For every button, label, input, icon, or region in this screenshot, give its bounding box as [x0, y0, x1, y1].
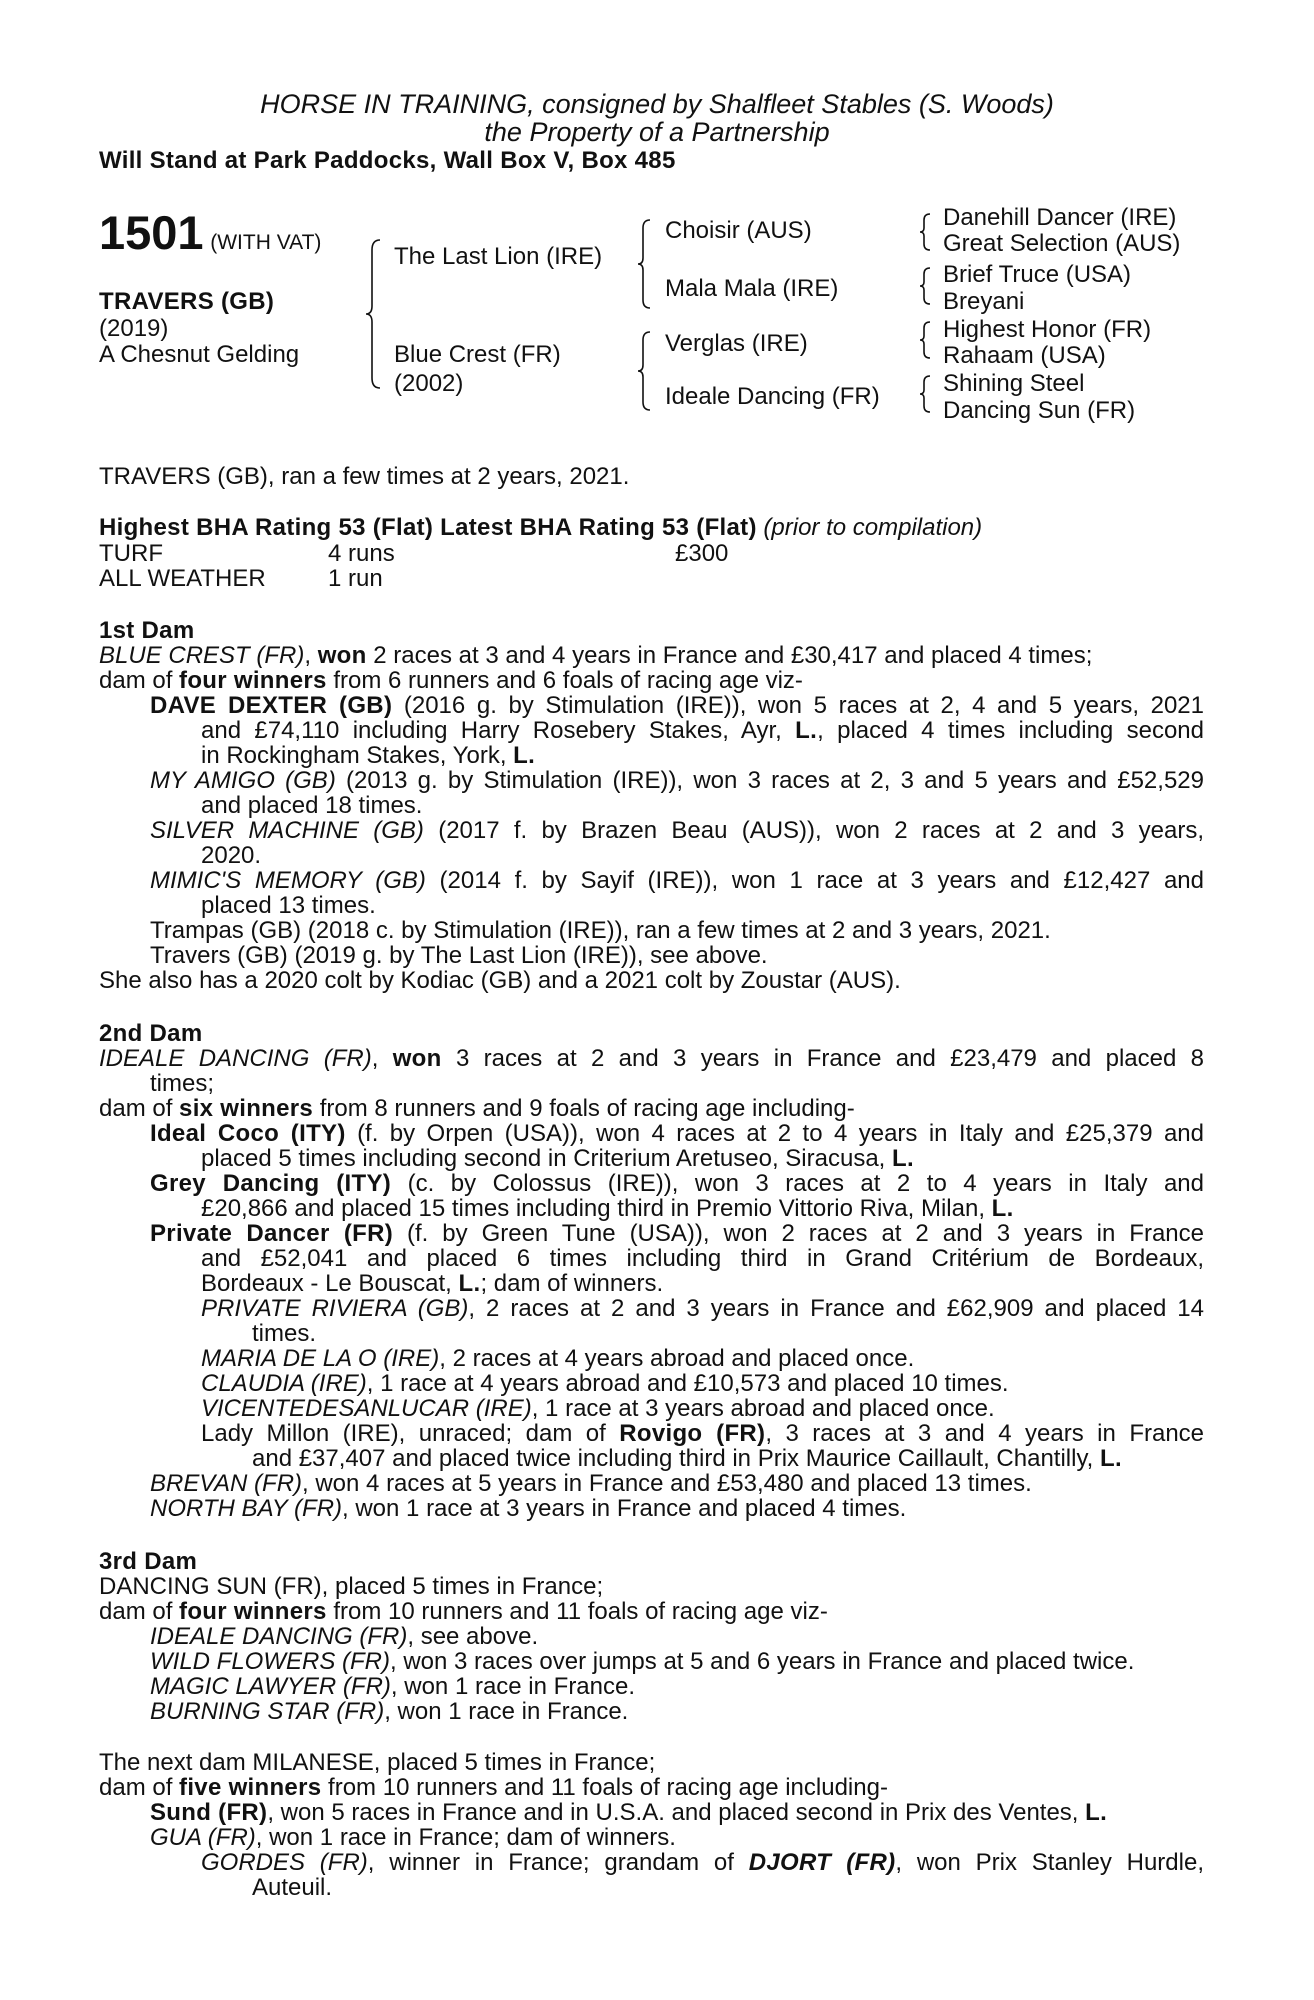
listed-marker: L. — [892, 1145, 914, 1172]
produce-record: (2014 f. by Sayif (IRE)), won 1 race at 3 years and £12,427 and — [439, 867, 1204, 894]
produce-record: placed 5 times including second in Criterium Aretuseo, Siracusa, — [201, 1145, 886, 1172]
pedigree-brace-dam — [636, 330, 652, 412]
produce-private-dancer-cont: and £52,041 and placed 6 times including third in Grand Critérium de Bordeaux, — [201, 1245, 1204, 1272]
dam-record: 2 races at 3 and 4 years in France and £30,417 and placed 4 times; — [373, 642, 1093, 669]
listed-marker: L. — [458, 1270, 481, 1297]
produce-record: and £74,110 including Harry Rosebery Stakes, Ayr, — [201, 717, 782, 744]
lot-number-line — [99, 208, 321, 258]
pedigree-dam-year: (2002) — [394, 370, 464, 397]
second-dam-line-cont: times; — [150, 1070, 215, 1097]
listed-marker: L. — [1100, 1445, 1122, 1472]
vat-note: (WITH VAT) — [210, 231, 322, 254]
dam-name: IDEALE DANCING (FR) — [99, 1045, 372, 1072]
produce-record: , won 5 races in France and in U.S.A. and placed second in Prix des Ventes, — [267, 1799, 1079, 1826]
produce-mimics-memory — [150, 868, 1204, 894]
produce-grey-dancing-cont — [201, 1196, 1014, 1222]
produce-travers: Travers (GB) (2019 g. by The Last Lion (IRE)), see above. — [150, 942, 768, 969]
produce-name: VICENTEDESANLUCAR (IRE) — [201, 1395, 532, 1422]
winners-count: four winners — [179, 667, 327, 694]
produce-name: GUA (FR) — [150, 1824, 256, 1851]
produce-record: , 1 race at 3 years abroad and placed once. — [531, 1395, 995, 1422]
produce-record: and £37,407 and placed twice including third in Prix Maurice Caillault, Chantilly, — [252, 1445, 1094, 1472]
produce-my-amigo — [150, 768, 1204, 794]
produce-private-dancer-cont2 — [201, 1271, 663, 1297]
header-property: the Property of a Partnership — [484, 117, 830, 147]
first-dam-line: BLUE CREST (FR), won 2 races at 3 and 4 years in France and £30,417 and placed 4 times; — [99, 642, 1093, 669]
produce-name: Rovigo (FR) — [619, 1420, 766, 1447]
produce-name: Sund (FR) — [150, 1799, 268, 1826]
produce-name: DJORT (FR) — [748, 1849, 896, 1876]
produce-record: , won 4 races at 5 years in France and £53,480 and placed 13 times. — [302, 1470, 1032, 1497]
listed-marker: L. — [991, 1195, 1014, 1222]
produce-private-riviera-cont: times. — [252, 1320, 317, 1347]
produce-detail: from 8 runners and 9 foals of racing age including- — [319, 1095, 855, 1122]
pedigree-g4: Breyani — [943, 288, 1025, 315]
produce-brevan — [150, 1471, 1032, 1497]
produce-detail: from 10 runners and 11 foals of racing age viz- — [333, 1598, 828, 1625]
first-dam-heading: 1st Dam — [99, 617, 195, 644]
produce-my-amigo-cont: and placed 18 times. — [201, 792, 423, 819]
next-dam-produce-line — [99, 1775, 888, 1801]
pedigree-g8: Dancing Sun (FR) — [943, 397, 1136, 424]
winners-count: four winners — [179, 1598, 327, 1625]
produce-record: , 2 races at 4 years abroad and placed once. — [439, 1345, 915, 1372]
produce-dave-dexter-cont2 — [201, 743, 535, 769]
listed-marker: L. — [795, 717, 818, 744]
produce-record: , won 1 race in France; dam of winners. — [255, 1824, 676, 1851]
produce-name: Ideal Coco (ITY) — [150, 1120, 346, 1147]
produce-dave-dexter — [150, 693, 1204, 719]
produce-name: BURNING STAR (FR) — [150, 1698, 385, 1725]
produce-private-dancer — [150, 1221, 1204, 1247]
header-location: Will Stand at Park Paddocks, Wall Box V, Box 485 — [99, 147, 676, 174]
produce-burning-star — [150, 1699, 628, 1725]
produce-detail: from 10 runners and 11 foals of racing age including- — [328, 1774, 888, 1801]
second-dam-produce-line — [99, 1096, 855, 1122]
listed-marker: L. — [1085, 1799, 1108, 1826]
turf-label: TURF — [99, 540, 163, 567]
produce-silver-machine-cont: 2020. — [201, 842, 262, 869]
produce-name: MY AMIGO (GB) — [150, 767, 336, 794]
produce-magic-lawyer — [150, 1674, 635, 1700]
produce-name: Private Dancer (FR) — [150, 1220, 394, 1247]
produce-lady-millon — [201, 1421, 1204, 1447]
pedigree-g5: Highest Honor (FR) — [943, 316, 1152, 343]
race-summary: TRAVERS (GB), ran a few times at 2 years, 2021. — [99, 463, 630, 490]
pedigree-brace-g4 — [918, 374, 932, 414]
produce-record: (2016 g. by Stimulation (IRE)), won 5 races at 2, 4 and 5 years, 2021 — [403, 692, 1204, 719]
produce-record: (c. by Colossus (IRE)), won 3 races at 2 to 4 years in Italy and — [407, 1170, 1205, 1197]
next-dam-line: The next dam MILANESE, placed 5 times in France; — [99, 1749, 656, 1776]
produce-name: MAGIC LAWYER (FR) — [150, 1673, 391, 1700]
produce-north-bay — [150, 1496, 906, 1522]
pedigree-g7: Shining Steel — [943, 370, 1085, 397]
winners-count: five winners — [179, 1774, 322, 1801]
produce-name: GORDES (FR) — [201, 1849, 368, 1876]
produce-name: Grey Dancing (ITY) — [150, 1170, 392, 1197]
pedigree-g3: Brief Truce (USA) — [943, 261, 1132, 288]
all-weather-label: ALL WEATHER — [99, 565, 266, 592]
turf-runs: 4 runs — [328, 540, 395, 567]
produce-record: , won 3 races over jumps at 5 and 6 years in France and placed twice. — [390, 1648, 1135, 1675]
bha-rating-text: Highest BHA Rating 53 (Flat) Latest BHA Rating 53 (Flat) — [99, 514, 757, 541]
produce-prefix: dam of — [99, 1095, 173, 1122]
produce-name: SILVER MACHINE (GB) — [150, 817, 424, 844]
produce-record: (2013 g. by Stimulation (IRE)), won 3 races at 2, 3 and 5 years and £52,529 — [346, 767, 1204, 794]
produce-silver-machine — [150, 818, 1204, 844]
produce-ideal-coco-cont — [201, 1146, 914, 1172]
pedigree-sire: The Last Lion (IRE) — [394, 243, 603, 270]
produce-ideal-coco — [150, 1121, 1204, 1147]
pedigree-brace-g3 — [918, 320, 932, 360]
winners-count: six winners — [179, 1095, 314, 1122]
produce-prefix: dam of — [99, 667, 173, 694]
produce-record: , see above. — [407, 1623, 539, 1650]
produce-prefix: dam of — [99, 1598, 173, 1625]
pedigree-dam-dam: Ideale Dancing (FR) — [665, 383, 880, 410]
produce-record: , winner in France; grandam of — [367, 1849, 734, 1876]
horse-name: TRAVERS (GB) — [99, 288, 275, 315]
produce-record: Lady Millon (IRE), unraced; dam of — [201, 1420, 606, 1447]
pedigree-brace-g2 — [918, 266, 932, 306]
produce-gordes — [201, 1850, 1204, 1876]
produce-vicentedesanlucar — [201, 1396, 995, 1422]
pedigree-sire-dam: Mala Mala (IRE) — [665, 275, 839, 302]
produce-record: (f. by Green Tune (USA)), won 2 races at 2 and 3 years in France — [406, 1220, 1204, 1247]
produce-name: PRIVATE RIVIERA (GB) — [201, 1295, 469, 1322]
produce-maria-de-la-o — [201, 1346, 914, 1372]
bha-rating — [99, 515, 982, 541]
produce-ideale-dancing — [150, 1624, 538, 1650]
third-dam-produce-line — [99, 1599, 828, 1625]
produce-claudia — [201, 1371, 1009, 1397]
produce-wild-flowers — [150, 1649, 1134, 1675]
produce-gua — [150, 1825, 676, 1851]
produce-trampas: Trampas (GB) (2018 c. by Stimulation (IRE)), ran a few times at 2 and 3 years, 2021. — [150, 917, 1051, 944]
first-dam-also: She also has a 2020 colt by Kodiac (GB) and a 2021 colt by Zoustar (AUS). — [99, 967, 901, 994]
produce-name: NORTH BAY (FR) — [150, 1495, 343, 1522]
bha-rating-note: (prior to compilation) — [763, 514, 983, 541]
lot-number: 1501 — [99, 206, 204, 259]
produce-record: , 2 races at 2 and 3 years in France and £62,909 and placed 14 — [468, 1295, 1204, 1322]
produce-record: in Rockingham Stakes, York, — [201, 742, 507, 769]
won-label: won — [317, 642, 367, 669]
produce-record: , won 1 race in France. — [390, 1673, 636, 1700]
third-dam-heading: 3rd Dam — [99, 1548, 198, 1575]
horse-year: (2019) — [99, 315, 169, 342]
pedigree-brace-g1 — [918, 212, 932, 252]
produce-private-riviera — [201, 1296, 1204, 1322]
produce-sund — [150, 1800, 1107, 1826]
pedigree-dam-sire: Verglas (IRE) — [665, 330, 808, 357]
produce-record: , won 1 race at 3 years in France and placed 4 times. — [342, 1495, 907, 1522]
produce-record: , placed 4 times including second — [817, 717, 1205, 744]
produce-prefix: dam of — [99, 1774, 173, 1801]
horse-description: A Chesnut Gelding — [99, 341, 300, 368]
dam-record: 3 races at 2 and 3 years in France and £23,479 and placed 8 — [455, 1045, 1205, 1072]
third-dam-line: DANCING SUN (FR), placed 5 times in France; — [99, 1573, 604, 1600]
listed-marker: L. — [513, 742, 536, 769]
produce-record: , 1 race at 4 years abroad and £10,573 and placed 10 times. — [366, 1370, 1009, 1397]
pedigree-g1: Danehill Dancer (IRE) — [943, 204, 1177, 231]
pedigree-sire-sire: Choisir (AUS) — [665, 217, 812, 244]
pedigree-dam: Blue Crest (FR) — [394, 341, 561, 368]
produce-name: DAVE DEXTER (GB) — [150, 692, 393, 719]
produce-name: IDEALE DANCING (FR) — [150, 1623, 408, 1650]
pedigree-brace-sire — [636, 218, 652, 310]
pedigree-brace-main — [364, 238, 382, 390]
produce-record: , won Prix Stanley Hurdle, — [895, 1849, 1204, 1876]
produce-grey-dancing — [150, 1171, 1204, 1197]
produce-record: £20,866 and placed 15 times including third in Premio Vittorio Riva, Milan, — [201, 1195, 985, 1222]
produce-mimics-memory-cont: placed 13 times. — [201, 892, 376, 919]
all-weather-runs: 1 run — [328, 565, 383, 592]
pedigree-g6: Rahaam (USA) — [943, 342, 1106, 369]
produce-name: BREVAN (FR) — [150, 1470, 303, 1497]
turf-prize: £300 — [675, 540, 729, 567]
produce-record: (f. by Orpen (USA)), won 4 races at 2 to 4 years in Italy and £25,379 and — [357, 1120, 1205, 1147]
won-label: won — [392, 1045, 442, 1072]
produce-name: MIMIC'S MEMORY (GB) — [150, 867, 426, 894]
produce-name: CLAUDIA (IRE) — [201, 1370, 367, 1397]
dam-name: BLUE CREST (FR) — [99, 642, 305, 669]
produce-record: , 3 races at 3 and 4 years in France — [765, 1420, 1205, 1447]
second-dam-heading: 2nd Dam — [99, 1020, 203, 1047]
produce-record: , won 1 race in France. — [384, 1698, 629, 1725]
header-consignor: HORSE IN TRAINING, consigned by Shalfleet Stables (S. Woods) — [260, 89, 1054, 119]
produce-dave-dexter-cont — [201, 718, 1204, 744]
produce-record: Bordeaux - Le Bouscat, — [201, 1270, 452, 1297]
produce-detail: from 6 runners and 6 foals of racing age viz- — [333, 667, 803, 694]
first-dam-produce-line — [99, 668, 803, 694]
produce-name: WILD FLOWERS (FR) — [150, 1648, 390, 1675]
produce-name: MARIA DE LA O (IRE) — [201, 1345, 440, 1372]
produce-record: (2017 f. by Brazen Beau (AUS)), won 2 races at 2 and 3 years, — [438, 817, 1205, 844]
pedigree-g2: Great Selection (AUS) — [943, 230, 1181, 257]
produce-lady-millon-cont — [252, 1446, 1122, 1472]
second-dam-line: IDEALE DANCING (FR), won 3 races at 2 and 3 years in France and £23,479 and placed 8 — [99, 1045, 1205, 1072]
produce-gordes-cont: Auteuil. — [252, 1874, 333, 1901]
produce-record: ; dam of winners. — [480, 1270, 664, 1297]
